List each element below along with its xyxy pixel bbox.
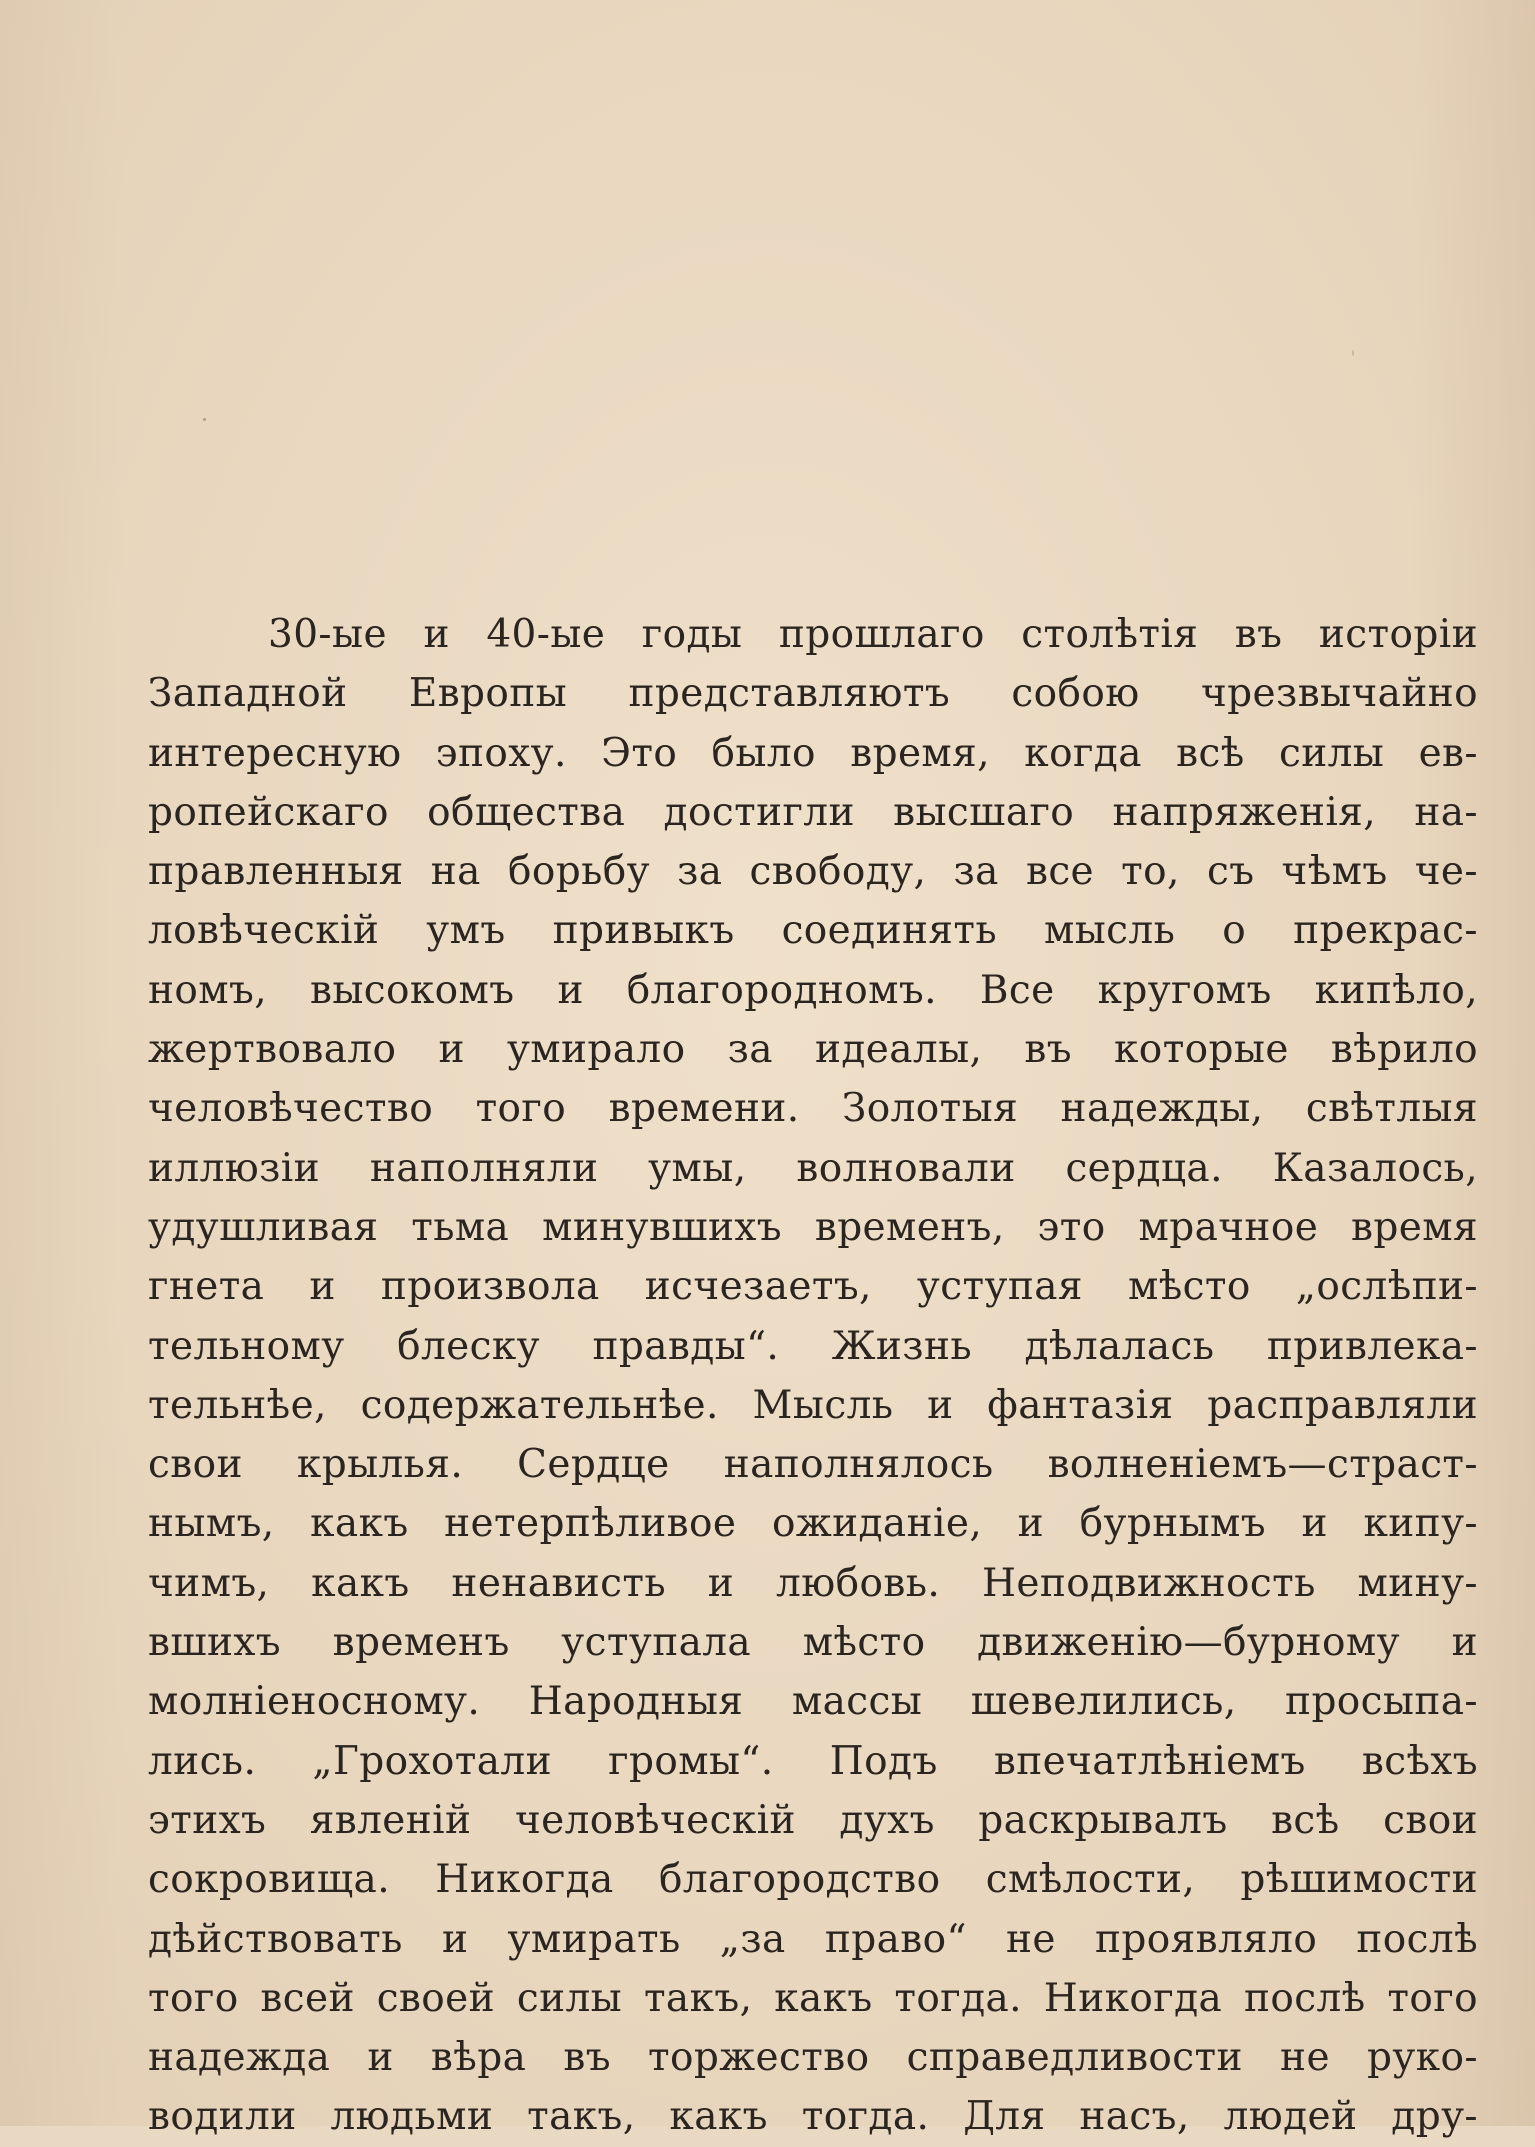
ink-speck — [203, 418, 206, 421]
text-line: Западной Европы представляютъ собою чрезвычайно — [148, 671, 1478, 717]
text-line: 30-ые и 40-ые годы прошлаго столѣтія въ исторіи — [268, 612, 1478, 657]
text-line: лись. „Грохотали громы“. Подъ впечатлѣніемъ всѣхъ — [148, 1738, 1478, 1784]
text-line: дѣйствовать и умирать „за право“ не проявляло послѣ — [148, 1916, 1478, 1962]
text-line: номъ, высокомъ и благородномъ. Все кругомъ кипѣло, — [148, 967, 1478, 1013]
text-line: тельному блеску правды“. Жизнь дѣлалась привлека- — [148, 1323, 1478, 1369]
text-line: жертвовало и умирало за идеалы, въ которые вѣрило — [148, 1027, 1478, 1073]
body-paragraph — [148, 605, 1478, 2147]
text-line: водили людьми такъ, какъ тогда. Для насъ, людей дру- — [148, 2094, 1478, 2140]
text-line: ропейскаго общества достигли высшаго напряженія, на- — [148, 789, 1478, 835]
text-line: человѣчество того времени. Золотыя надежды, свѣтлыя — [148, 1086, 1478, 1132]
text-line: того всей своей силы такъ, какъ тогда. Никогда послѣ того — [148, 1975, 1478, 2021]
text-line: молніеносному. Народныя массы шевелились, просыпа- — [148, 1679, 1478, 1725]
text-line: удушливая тьма минувшихъ временъ, это мрачное время — [148, 1204, 1478, 1250]
ink-speck — [1352, 350, 1354, 356]
text-line: нымъ, какъ нетерпѣливое ожиданіе, и бурнымъ и кипу- — [148, 1501, 1478, 1547]
text-line: ловѣческій умъ привыкъ соединять мысль о прекрас- — [148, 908, 1478, 954]
text-line: интересную эпоху. Это было время, когда всѣ силы ев- — [148, 730, 1478, 776]
text-line: вшихъ временъ уступала мѣсто движенію—бурному и — [148, 1620, 1478, 1666]
text-line: чимъ, какъ ненависть и любовь. Неподвижность мину- — [148, 1560, 1478, 1606]
text-line: этихъ явленій человѣческій духъ раскрывалъ всѣ свои — [148, 1797, 1478, 1843]
text-line: тельнѣе, содержательнѣе. Мысль и фантазія расправляли — [148, 1382, 1478, 1428]
text-line: свои крылья. Сердце наполнялось волненіемъ—страст- — [148, 1442, 1478, 1488]
text-line: сокровища. Никогда благородство смѣлости, рѣшимости — [148, 1857, 1478, 1903]
text-line: надежда и вѣра въ торжество справедливости не руко- — [148, 2035, 1478, 2081]
text-line: гнета и произвола исчезаетъ, уступая мѣсто „ослѣпи- — [148, 1264, 1478, 1310]
text-line: иллюзіи наполняли умы, волновали сердца. Казалось, — [148, 1145, 1478, 1191]
text-line: правленныя на борьбу за свободу, за все то, съ чѣмъ че- — [148, 849, 1478, 895]
